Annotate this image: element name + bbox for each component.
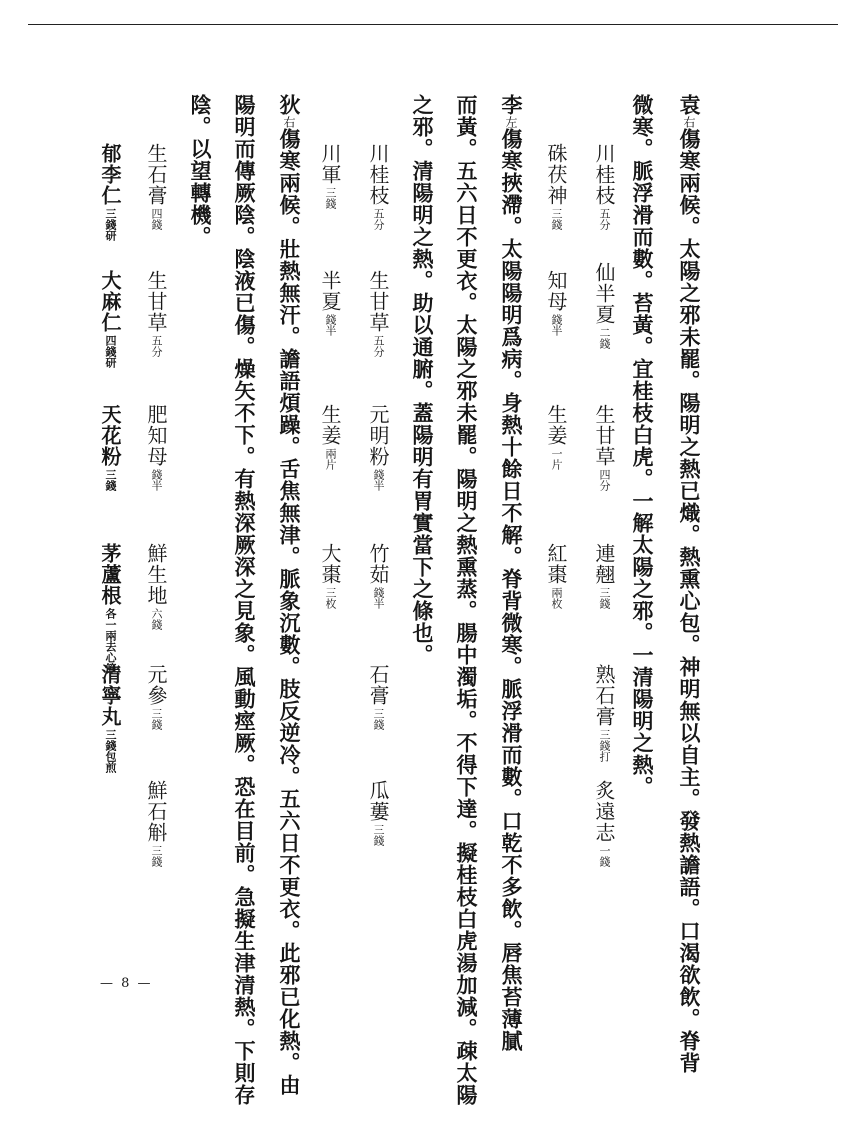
rx-1-1-4: 連翹三錢 (592, 543, 616, 609)
case-3-text-1: 傷寒兩候。壯熱無汗。譫語煩躁。舌焦無津。脈象沉數。肢反逆冷。五六日不更衣。此邪已化熱。由 (277, 128, 302, 1096)
rx-1-1-3: 生甘草四分 (592, 404, 616, 491)
case-1-note: 右 (682, 116, 696, 128)
rx-2-1-5: 石膏三錢 (366, 664, 390, 730)
case-1-line-2: 微寒。脈浮滑而數。苔黃。宜桂枝白虎。一解太陽之邪。一清陽明之熱。 (630, 94, 655, 798)
rx-2-1-3: 元明粉錢半 (366, 404, 390, 491)
rx-2-2-3: 生姜兩片 (318, 404, 342, 470)
rx-3-1-2: 生甘草五分 (144, 270, 168, 357)
rx-1-2-1: 硃茯神三錢 (544, 143, 568, 230)
case-2-surname: 李 (499, 94, 524, 116)
case-1-text-1: 傷寒兩候。太陽之邪未罷。陽明之熱已熾。熱熏心包。神明無以自主。發熱譫語。口渴欲飲。脊背 (677, 128, 702, 1074)
rx-3-1-6: 鮮石斛三錢 (144, 780, 168, 867)
rx-2-2-2: 半夏錢半 (318, 270, 342, 336)
case-3-note: 右 (282, 116, 296, 128)
rx-1-1-2: 仙半夏二錢 (592, 262, 616, 349)
case-2-line-2: 而黃。五六日不更衣。太陽之邪未罷。陽明之熱熏蒸。腸中濁垢。不得下達。擬桂枝白虎湯加減。疎太陽 (454, 94, 479, 1106)
case-1-line-1 (678, 94, 700, 1074)
case-3-line-1 (278, 94, 300, 1096)
case-2-note: 左 (504, 116, 518, 128)
rx-3-1-3: 肥知母錢半 (144, 404, 168, 491)
case-3-line-2: 陽明而傳厥陰。陰液已傷。燥矢不下。有熱深厥深之見象。風動痙厥。恐在目前。急擬生津清熱。下則存 (232, 94, 257, 1106)
rx-1-1-6: 炙遠志一錢 (592, 780, 616, 867)
rx-1-2-4: 紅棗兩枚 (544, 543, 568, 609)
rx-2-2-1: 川軍三錢 (318, 143, 342, 209)
top-rule (28, 24, 838, 25)
page-number: — 8 — (100, 976, 153, 991)
rx-2-1-1: 川桂枝五分 (366, 143, 390, 230)
rx-1-1-1: 川桂枝五分 (592, 143, 616, 230)
rx-3-2-3: 天花粉三錢 (98, 404, 122, 491)
rx-3-1-4: 鮮生地六錢 (144, 543, 168, 630)
case-3-line-3: 陰。以望轉機。 (188, 94, 213, 248)
rx-2-1-6: 瓜蔞三錢 (366, 780, 390, 846)
rx-1-1-5: 熟石膏三錢打 (592, 664, 616, 762)
case-3-surname: 狄 (277, 94, 302, 116)
case-2-text-1: 傷寒挾滯。太陽陽明爲病。身熱十餘日不解。脊背微寒。脈浮滑而數。口乾不多飲。唇焦苔薄膩 (499, 128, 524, 1052)
case-1-surname: 袁 (677, 94, 702, 116)
rx-3-1-1: 生石膏四錢 (144, 143, 168, 230)
rx-3-1-5: 元參三錢 (144, 664, 168, 730)
rx-2-2-4: 大棗三枚 (318, 543, 342, 609)
rx-3-2-1: 郁李仁三錢研 (98, 143, 122, 241)
rx-1-2-3: 生姜一片 (544, 404, 568, 470)
rx-2-1-2: 生甘草五分 (366, 270, 390, 357)
rx-1-2-2: 知母錢半 (544, 270, 568, 336)
case-2-line-1 (500, 94, 522, 1052)
rx-3-2-2: 大麻仁四錢研 (98, 270, 122, 368)
rx-3-2-5: 清寧丸三錢包煎 (98, 664, 122, 773)
case-2-line-3: 之邪。清陽明之熱。助以通腑。蓋陽明有胃實當下之條也。 (410, 94, 435, 666)
rx-2-1-4: 竹茹錢半 (366, 543, 390, 609)
rx-3-2-4: 茅蘆根各一兩去心節 (98, 543, 122, 674)
